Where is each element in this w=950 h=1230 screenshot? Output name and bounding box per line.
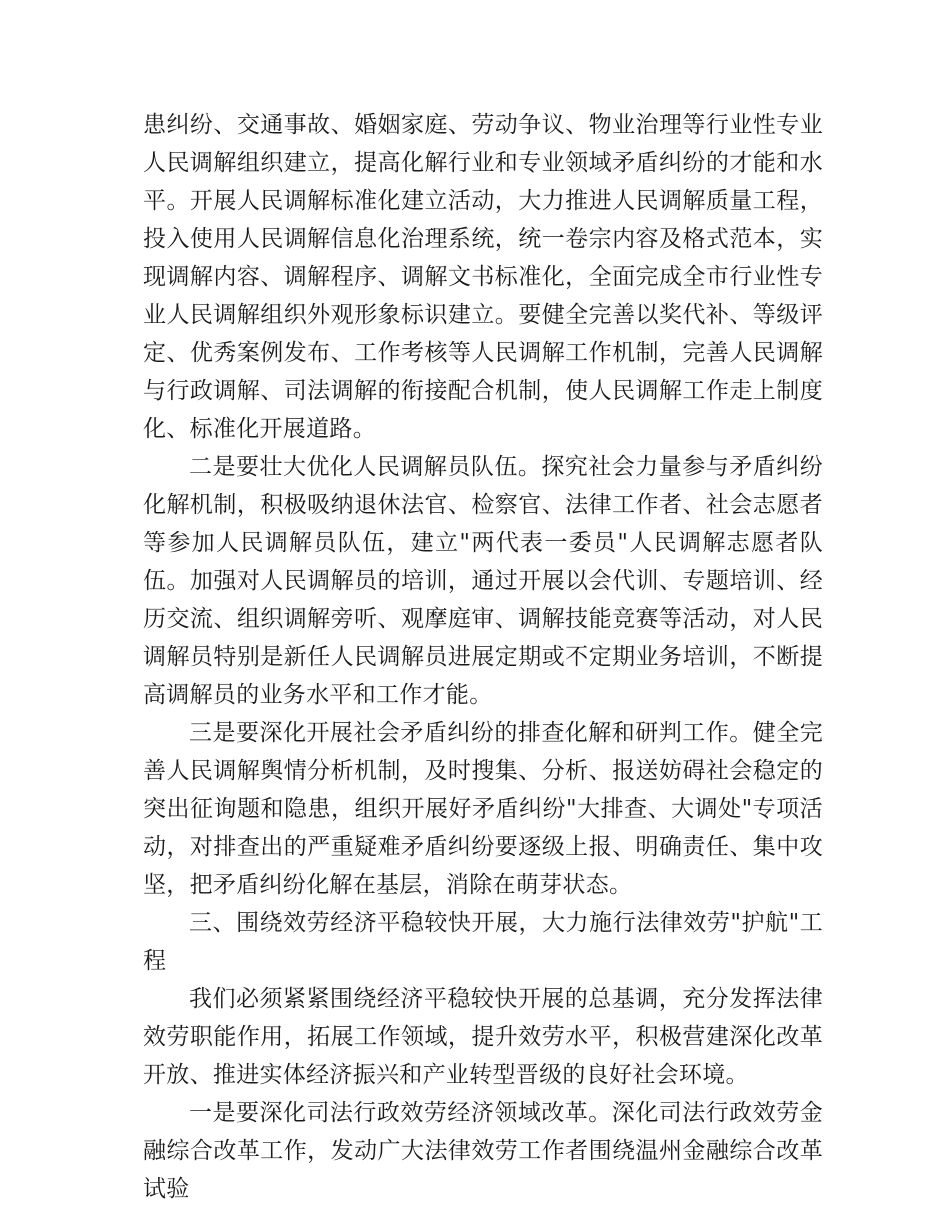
body-paragraph-1: 患纠纷、交通事故、婚姻家庭、劳动争议、物业治理等行业性专业人民调解组织建立，提高化解行业和专业领域矛盾纠纷的才能和水平。开展人民调解标准化建立活动，大力推进人民调解质量工程，投入使用人民调解信息化治理系统，统一卷宗内容及格式范本，实现调解内容、调解程序、调解文书标准化，全面完成全市行业性专业人民调解组织外观形象标识建立。要健全完善以奖代补、等级评定、优秀案例发布、工作考核等人民调解工作机制，完善人民调解与行政调解、司法调解的衔接配合机制，使人民调解工作走上制度化、标准化开展道路。 xyxy=(143,112,823,442)
document-page xyxy=(143,106,823,1208)
body-paragraph-2: 二是要壮大优化人民调解员队伍。探究社会力量参与矛盾纠纷化解机制，积极吸纳退休法官、检察官、法律工作者、社会志愿者等参加人民调解员队伍，建立"两代表一委员"人民调解志愿者队伍。加强对人民调解员的培训，通过开展以会代训、专题培训、经历交流、组织调解旁听、观摩庭审、调解技能竞赛等活动，对人民调解员特别是新任人民调解员进展定期或不定期业务培训，不断提高调解员的业务水平和工作才能。 xyxy=(143,454,823,708)
section-heading: 三、围绕效劳经济平稳较快开展，大力施行法律效劳"护航"工程 xyxy=(143,910,823,974)
body-paragraph-4: 我们必须紧紧围绕经济平稳较快开展的总基调，充分发挥法律效劳职能作用，拓展工作领域，提升效劳水平，积极营建深化改革开放、推进实体经济振兴和产业转型晋级的良好社会环境。 xyxy=(143,986,823,1088)
body-paragraph-3: 三是要深化开展社会矛盾纠纷的排查化解和研判工作。健全完善人民调解舆情分析机制，及时搜集、分析、报送妨碍社会稳定的突出征询题和隐患，组织开展好矛盾纠纷"大排查、大调处"专项活动，对排查出的严重疑难矛盾纠纷要逐级上报、明确责任、集中攻坚，把矛盾纠纷化解在基层，消除在萌芽状态。 xyxy=(143,720,823,898)
body-paragraph-5: 一是要深化司法行政效劳经济领域改革。深化司法行政效劳金融综合改革工作，发动广大法律效劳工作者围绕温州金融综合改革试验 xyxy=(143,1100,823,1202)
